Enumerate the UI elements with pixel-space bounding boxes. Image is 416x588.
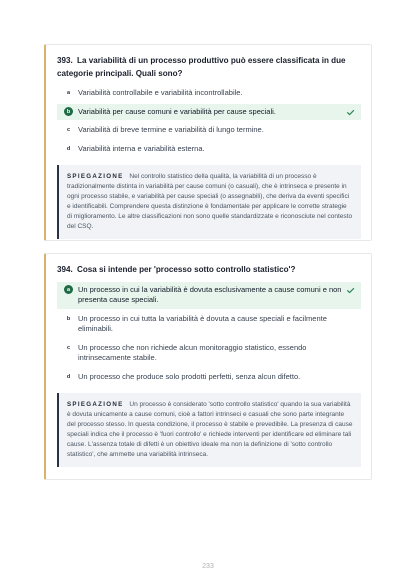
explanation-text: Un processo è considerato 'sotto controllo statistico' quando la sua variabilità è dovuta unicamente a cause comuni, cioè a fattori intrinseci e casuali che sono parte integrante del processo stesso. In questa condizione, il processo è stabile e prevedibile. La presenza di cause speciali indica che il processo è 'fuori controllo' e richiede interventi per identificare ed eliminare tali cause. L'assenza totale di difetti è un obiettivo ideale ma non la definizione di 'sotto controllo statistico', che ammette una variabilità intrinseca. <box>67 401 353 458</box>
option-text: Variabilità controllabile e variabilità incontrollabile. <box>78 88 243 97</box>
explanation-label: SPIEGAZIONE <box>67 173 124 180</box>
question-card <box>44 253 372 480</box>
question-card <box>44 44 372 241</box>
option-text: Un processo che non richiede alcun monitoraggio statistico, essendo intrinsecamente stabile. <box>78 342 307 362</box>
option-letter: b <box>64 107 73 116</box>
check-icon <box>346 108 355 117</box>
page-number: 233 <box>202 563 214 570</box>
option-text: Variabilità per cause comuni e variabilità per cause speciali. <box>78 106 276 116</box>
option-letter: a <box>66 90 71 97</box>
option-c[interactable] <box>57 340 361 367</box>
explanation-box <box>57 393 361 467</box>
option-letter: c <box>66 127 71 134</box>
check-icon <box>346 286 355 295</box>
option-c[interactable] <box>57 122 361 139</box>
option-a-correct[interactable] <box>57 282 361 309</box>
option-text: Un processo in cui la variabilità è dovuta esclusivamente a cause comuni e non presenta cause speciali. <box>78 284 342 304</box>
option-letter: d <box>66 373 71 380</box>
option-text: Un processo in cui tutta la variabilità è dovuta a cause speciali e facilmente eliminabili. <box>78 313 327 333</box>
question-text: Cosa si intende per 'processo sotto controllo statistico'? <box>77 265 296 274</box>
question-title <box>57 55 361 80</box>
question-number: 394. <box>57 265 73 274</box>
explanation-text: Nel controllo statistico della qualità, la variabilità di un processo è tradizionalmente distinta in variabilità per cause comuni (o casuali), che è intrinseca e presente in ogni processo stabile, e variabilità per cause speciali (o assegnabili), che deriva da eventi specifici e identificabili. Comprendere questa distinzione è fondamentale per applicare le corrette strategie di miglioramento. Le altre classificazioni non sono quelle standardizzate e riconosciute nel contesto del CSQ. <box>67 173 353 230</box>
option-letter: b <box>66 315 71 322</box>
question-text: La variabilità di un processo produttivo può essere classificata in due categorie principali. Quali sono? <box>57 56 346 78</box>
question-number: 393. <box>57 56 73 65</box>
option-b[interactable] <box>57 311 361 338</box>
option-text: Variabilità interna e variabilità esterna. <box>78 143 205 153</box>
option-text: Un processo che produce solo prodotti perfetti, senza alcun difetto. <box>78 371 301 381</box>
question-title <box>57 264 361 277</box>
option-a[interactable] <box>57 85 361 102</box>
explanation-label: SPIEGAZIONE <box>67 401 124 408</box>
option-b-correct[interactable] <box>57 104 361 121</box>
option-d[interactable] <box>57 141 361 158</box>
explanation-box <box>57 165 361 239</box>
option-letter: d <box>66 145 71 152</box>
option-letter: c <box>66 344 71 351</box>
option-letter: a <box>64 285 73 294</box>
option-text: Variabilità di breve termine e variabilità di lungo termine. <box>78 125 264 134</box>
option-d[interactable] <box>57 369 361 386</box>
